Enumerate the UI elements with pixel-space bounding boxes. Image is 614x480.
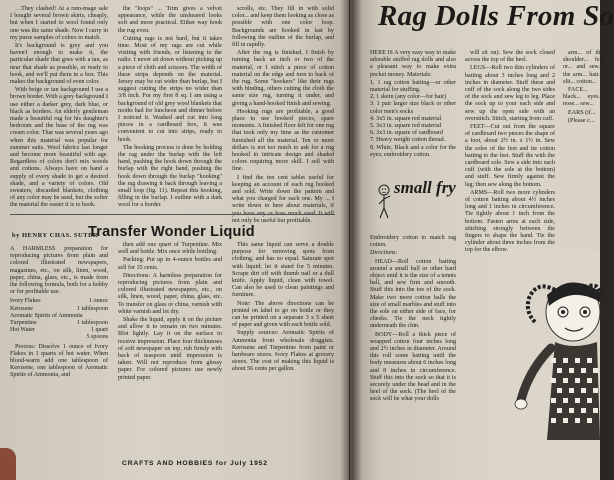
paragraph: This same liquid can serve a double purpose for removing spots from clothing, and has no equal. Saturate spot with liquid; let it stand for 5 minutes. Scrape dirt off with thumb nail or a dull knife. Apply liquid, clean with towel. Can also be used to clean paintings and furniture. bbox=[232, 242, 334, 299]
paragraph: Process: Dissolve 1 ounce of Ivory Flakes in 1 quarts of hot water. When blood-warm add one tablespoon of Kerosene, one tablespoon of Aromatic Spirits of Ammonia, and bbox=[10, 343, 108, 379]
list-item: 5. 3x3 in. square red material bbox=[370, 123, 442, 130]
rug-article-column-2 bbox=[118, 6, 222, 212]
page-footer: CRAFTS AND HOBBIES for July 1952 bbox=[122, 460, 268, 467]
ingredient-row: Kerosene 1 tablespoon bbox=[10, 305, 108, 312]
list-item: 3. 1 pair larger size black or other color men's socks bbox=[370, 101, 456, 115]
rug-article-column-3 bbox=[232, 6, 334, 224]
dolls-column-3 bbox=[563, 50, 603, 250]
paragraph: Directions: A harmless preparation for reproducing pictures from plain and colored illustrated newspapers, etc., on silk, linen, wood, paper, china, glass, etc. To transfer on glass or china, varnish with white varnish and let dry. bbox=[118, 272, 222, 315]
transfer-article-column-2 bbox=[118, 242, 222, 456]
reader-thumb bbox=[0, 448, 16, 480]
paragraph: LEGS—Roll two thin cylinders of batting about 3 inches long and 2 inches in diameter. Stuff these and cuff of the sock along the two sides of the sock and sew leg to leg. Place the sock up to your each side and sew up the open side with an overstitch. Stitch, starting from cuff. bbox=[465, 65, 555, 122]
list-item: 2. 1 skein (any color—for hair) bbox=[370, 94, 447, 101]
small-fry-label: small fry bbox=[394, 178, 456, 197]
paragraph: then add one quart of Turpentine. Mix well and bottle. Mix once while bottling. bbox=[118, 242, 222, 256]
ingredient-row: Aromatic Spirits of Ammonia bbox=[10, 312, 83, 319]
ingredient-list bbox=[10, 298, 108, 341]
rag-doll-illustration bbox=[515, 250, 600, 480]
article-intro: HERE IS A very easy way to make adorable stuffed rag dolls and also a pleasant way to make extra pocket money. Materials: bbox=[370, 50, 456, 78]
paragraph: Directions: bbox=[370, 250, 398, 257]
list-item: 4. 3x5 in. square red material bbox=[370, 115, 442, 122]
ingredient-row: Hot Water 1 quart bbox=[10, 327, 108, 334]
paragraph: (Please c... bbox=[568, 117, 595, 124]
paragraph: Hooking rugs are profitable, a good place to use hooked pieces, spare moments. A finished floor felt for one rug that took only my time as the customer furnished all the material. Ten or more dollars is not too much to ask for a rug hooked in intricate design and shaded colors requiring more skill. I sell with fine. bbox=[232, 108, 334, 173]
paragraph: The hooking process is done by holding the rag under the burlap with the left hand, pushing the hook down through the burlap with the right hand, pushing the hook down through the burlap "hooking" the rag drawing it back through leaving a small loop (fig. 11). Repeat this hooking, filling in the burlap. I outline with a dark wool for a border. bbox=[118, 144, 222, 209]
ingredient-row: Turpentine 1 tablespoon bbox=[10, 320, 108, 327]
article-byline: by HENRY CHAS. SUTER bbox=[12, 232, 99, 239]
paragraph: arm... of the shoulder... felt or... and sew... the arm... hair... slit... cotton... bbox=[563, 50, 603, 85]
paragraph: will sit on). Sew the sock closed across the top of the heel. bbox=[465, 50, 555, 64]
paragraph: FEET—Cut out from the square of cardboard two pieces the shape of a foot, about 2½ in. x 1½ in. Sew the soles of the feet and tie cotton batting to the feet. Stuff the with the cardboard sole. Sew a side into each cuff (with the sole at the bottom) and stuff. Sew firmly against the leg; then sew along the bottom. bbox=[465, 124, 555, 188]
paragraph: HEAD—Roll cotton batting around a small ball or other hard object until it is the size of a tennis ball, and sew firm and smooth. Stuff this into the toe of the sock. Make two more cotton balls the size of small marbles and stuff into the sole on either side of face, for cheeks. Tie the neck tightly underneath the chin. bbox=[370, 258, 456, 330]
list-item: 1. 1 rag cotton batting—or other material for stuffing. bbox=[370, 79, 456, 94]
transfer-article-column-3 bbox=[232, 242, 334, 456]
paragraph: It's background is grey and you haven't enough to make it, the particular shade that goes with a tan, as near that shade as possible, or ready to hook, and we'll put them in a box. This makes the background of even color. bbox=[10, 43, 108, 86]
ingredient-row: Ivory Flakes 1 ounce bbox=[10, 298, 108, 305]
section-divider bbox=[10, 214, 335, 215]
paragraph: With beige or tan background I use a brown border. With a grey background I use either a darker grey, dark blue, or black as borders. An elderly gentleman made a beautiful rug for his daughter's bedroom and the base of the rug was cream color. That was several years ago when this material was popular for summer suits. Wool fabrics last longer and become more beautiful with age. Regardless of colors don't mix woods and cottons. Always have on hand a supply of every shade to get a desired shade, and a variety of colors. Old sweaters, discarded blankets, clothing of any color may be used, but the softer the material the easier it is to hook. bbox=[10, 87, 108, 209]
paragraph: …They clashed! At a rum-mage sale I bought several brown skirts, cheaply, but when I started to wool found only one was the same shade. Now I carry in my purse samples of colors to match. bbox=[10, 6, 108, 41]
paragraph: Embroidery cotton to match rag cotton. bbox=[370, 235, 456, 249]
paragraph: I find the ten cent tablet useful for keeping an account of each rug hooked and sold. Write down the pattern and what you charged for each one. My ... I write down in here about materials, if not only be useful but profitable. bbox=[232, 174, 334, 224]
paragraph: Shake the liquid, apply it on the picture and allow it to remain on two minutes. Blot lightly. Lay it on the surface to receive impression. Place four thicknesses of soft newspaper on top, rub firmly with back of teaspoon until impression is taken. Will not reproduce from glossy paper. For colored pictures use newly printed paper. bbox=[118, 317, 222, 381]
paragraph: the "loops" ... Trim gives a velvet appearance, while the unsheared looks soft and more practical. Either way hook the rug even. bbox=[118, 6, 222, 34]
paragraph: After the rug is finished, I finish by turning back an inch or two of the material, or I stitch a piece of cotton material on the edge and turn to back of the rug. Some "hookers" like their rugs with binding, others cutting the cloth the same size rug, turning it under, and giving a hand-hooked finish and sewing. bbox=[232, 50, 334, 107]
transfer-article-column-1 bbox=[10, 246, 108, 456]
paragraph: ARMS—Roll two more cylinders of cotton batting about 4½ inches long and 1 inches in circumference. Tie tightly about 1 inch from the bottom. Fasten arms at each side, stitching strongly between the fingers to shape the hand. Tie the cylinder about three inches from the top for the elbow. bbox=[465, 189, 555, 254]
ingredient-row: 5 spoons bbox=[86, 334, 108, 341]
rug-article-column-1 bbox=[10, 6, 108, 212]
paragraph: scrolls, etc. They fill in with solid color... and keep them looking as close as possible with one color loop. Backgrounds are hooked in last by following the outline of the burlap, and fill in rapidly. bbox=[232, 6, 334, 49]
list-item: 6. 3x3 in. square of cardboard bbox=[370, 130, 443, 137]
article-intro: A HARMLESS preparation for reproducing pictures from plain and colored illustrated newspapers, magazines, etc., on silk, linen, wood, paper, china, glass, etc., is made from the following formula, both for a hobby or for profitable use. bbox=[10, 246, 108, 296]
article-headline: Transfer Wonder Liquid bbox=[88, 224, 255, 240]
materials-list bbox=[370, 80, 456, 159]
list-item: 7. Heavy weight cotton thread. bbox=[370, 137, 446, 144]
list-item: 8. White, Black and a color for the eyes; embroidery cotton. bbox=[370, 144, 456, 158]
paragraph: BODY—Roll a thick piece of wrapped cotton four inches long and 2½ inches in diameter. Around this roll some batting until the body measures about 6 inches long and 8 inches in circumference. Stuff this into the sock so that it is securely under the head and in the heel of the sock. (The heel of the sock will be what your dolls bbox=[370, 331, 456, 403]
page-gutter bbox=[340, 0, 362, 480]
paragraph: EARS (if... bbox=[568, 109, 596, 116]
article-title: Rag Dolls From So bbox=[378, 0, 614, 32]
paragraph: Packing: Put up in 4-ounce bottles and sell for 35 cents. bbox=[118, 257, 222, 271]
paragraph: FACE... black... eyes... nose... sew... bbox=[563, 87, 603, 108]
paragraph: Note: The above directions can be printed on label to go on bottle or they can be printed on a separate 3 x 5 sheet of paper and given with each bottle sold. bbox=[232, 300, 334, 329]
paragraph: Supply sources: Aromatic Spirits of Ammonia from wholesale druggists. Kerosene and Turpentine from paint or hardware stores. Ivory Flakes at grocery stores. The cost of making this liquid is about 56 cents per gallon. bbox=[232, 330, 334, 373]
small-fry-logo bbox=[376, 176, 456, 230]
dolls-column-1-lower bbox=[370, 235, 456, 465]
paragraph: Cutting rags is not hard, but it takes time. Most of my rags are cut while visiting with friends, or listening to the radio. I never sit down without picking up a piece of cloth and scissors. The width of these strips depends on the material. Jersey may be cut wider than burlap, but I suggest cutting the strips no wider than 3/8 inch. For my first 8 sq. I am using a background of old grey wool blankets that moths had for luncheon and dinner before I noticed it. Washed and cut into long pieces in a cardboard box, it was convenient to cut into strips, ready to hook. bbox=[118, 35, 222, 143]
